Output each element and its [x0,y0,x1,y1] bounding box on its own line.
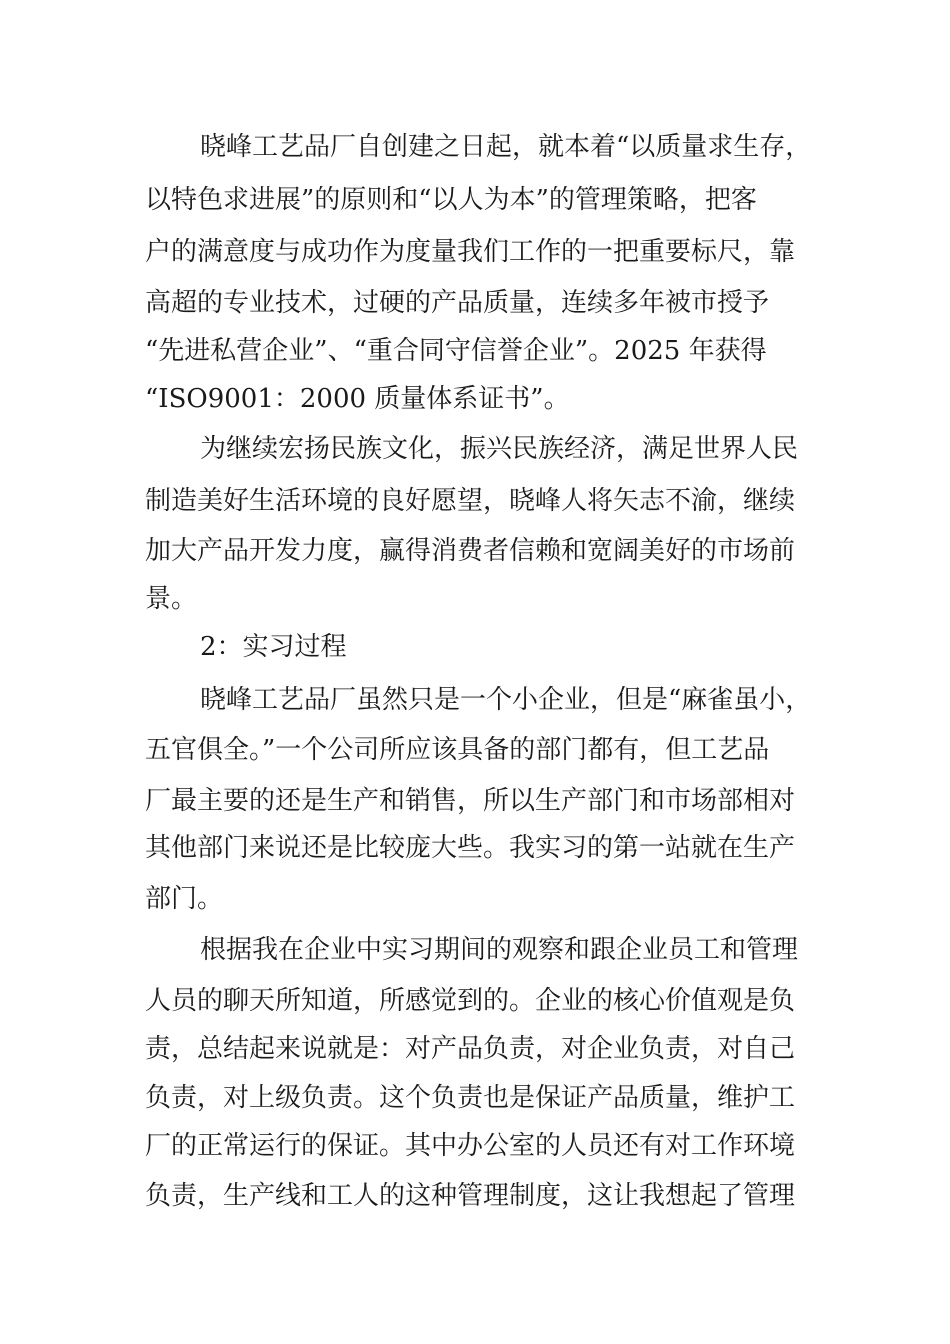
paragraph-line: “ISO9001：2000 质量体系证书”。 [145,384,570,414]
paragraph-line: 根据我在企业中实习期间的观察和跟企业员工和管理 [200,935,799,965]
paragraph-line: 晓峰工艺品厂自创建之日起，就本着“以质量求生存， [200,132,812,162]
paragraph-line: 户的满意度与成功作为度量我们工作的一把重要标尺，靠 [145,237,796,267]
paragraph-line: 制造美好生活环境的良好愿望，晓峰人将矢志不渝，继续 [145,486,796,516]
paragraph-line: 景。 [145,584,198,614]
paragraph-line: 加大产品开发力度，赢得消费者信赖和宽阔美好的市场前 [145,536,796,566]
paragraph-line: 高超的专业技术，过硬的产品质量，连续多年被市授予 [145,288,770,318]
paragraph-line: 以特色求进展”的原则和“以人为本”的管理策略，把客 [145,185,757,215]
paragraph-line: 为继续宏扬民族文化，振兴民族经济，满足世界人民 [200,434,799,464]
paragraph-line: “先进私营企业”、“重合同守信誉企业”。2025 年获得 [145,336,767,366]
paragraph-line: 负责，对上级负责。这个负责也是保证产品质量，维护工 [145,1083,796,1113]
paragraph-line: 其他部门来说还是比较庞大些。我实习的第一站就在生产 [145,833,796,863]
paragraph-line: 负责，生产线和工人的这种管理制度，这让我想起了管理 [145,1181,796,1211]
section-heading: 2：实习过程 [200,632,347,662]
paragraph-line: 五官俱全。”一个公司所应该具备的部门都有，但工艺品 [145,735,770,765]
paragraph-line: 晓峰工艺品厂虽然只是一个小企业，但是“麻雀虽小， [200,685,812,715]
paragraph-line: 厂最主要的还是生产和销售，所以生产部门和市场部相对 [145,786,796,816]
paragraph-line: 责，总结起来说就是：对产品负责，对企业负责，对自己 [145,1034,796,1064]
paragraph-line: 厂的正常运行的保证。其中办公室的人员还有对工作环境 [145,1131,796,1161]
paragraph-line: 部门。 [145,884,224,914]
paragraph-line: 人员的聊天所知道，所感觉到的。企业的核心价值观是负 [145,986,796,1016]
